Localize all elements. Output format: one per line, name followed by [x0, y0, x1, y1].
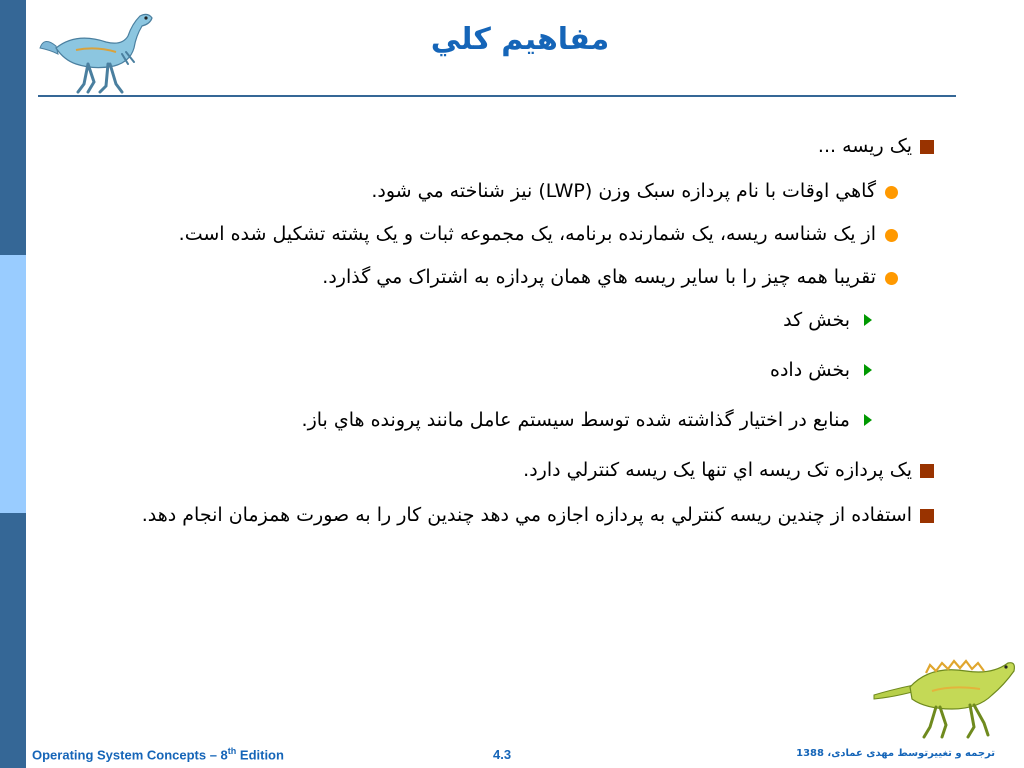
- dot-bullet-icon: [885, 272, 898, 285]
- left-stripe-bottom: [0, 513, 26, 768]
- square-bullet-icon: [920, 140, 934, 154]
- dinosaur-icon: [36, 6, 158, 96]
- dot-bullet-icon: [885, 186, 898, 199]
- left-stripe-middle: [0, 255, 26, 513]
- dot-bullet-icon: [885, 229, 898, 242]
- list-item-text: يک پردازه تک ريسه اي تنها يک ريسه کنترلي دارد.: [523, 459, 912, 481]
- triangle-bullet-icon: [864, 414, 872, 426]
- triangle-bullet-icon: [864, 314, 872, 326]
- slide-content: [60, 128, 936, 542]
- footer-book-title: [32, 746, 284, 762]
- left-stripe-top: [0, 0, 26, 255]
- list-item: [60, 452, 936, 489]
- list-item: [60, 216, 936, 253]
- footer-title-superscript: th: [227, 745, 237, 756]
- page-number: 4.3: [493, 747, 512, 762]
- list-item: [60, 128, 936, 165]
- square-bullet-icon: [920, 509, 934, 523]
- list-item: [60, 173, 936, 210]
- list-item: [60, 497, 936, 534]
- dinosaur-icon: [870, 655, 1018, 741]
- square-bullet-icon: [920, 464, 934, 478]
- list-item: [60, 352, 936, 389]
- list-item-text: تقريبا همه چيز را با ساير ريسه هاي همان پردازه به اشتراک مي گذارد.: [322, 266, 876, 288]
- list-item: [60, 302, 936, 339]
- list-item-text: بخش داده: [770, 359, 850, 381]
- title-divider: [38, 95, 956, 97]
- footer-title-text: Operating System Concepts – 8: [32, 747, 228, 762]
- list-item-text: بخش کد: [783, 309, 850, 331]
- list-item: [60, 259, 936, 296]
- list-item-text: يک ريسه ...: [817, 135, 912, 157]
- list-item-text: گاهي اوقات با نام پردازه سبک وزن (LWP) نيز شناخته مي شود.: [371, 180, 876, 202]
- footer-credit: ترجمه و تغييرتوسط مهدی عمادی، 1388: [796, 748, 995, 759]
- footer-title-suffix: Edition: [236, 747, 284, 762]
- list-item: [60, 402, 936, 439]
- list-item-text: استفاده از چندين ريسه کنترلي به پردازه اجازه مي دهد چندين کار را به صورت همزمان انجام دهد.: [141, 504, 912, 526]
- slide-title: مفاهيم كلي: [430, 22, 610, 57]
- list-item-text: از يک شناسه ريسه، يک شمارنده برنامه، يک مجموعه ثبات و يک پشته تشکيل شده است.: [178, 223, 876, 245]
- list-item-text: منابع در اختيار گذاشته شده توسط سيستم عامل مانند پرونده هاي باز.: [301, 409, 850, 431]
- triangle-bullet-icon: [864, 364, 872, 376]
